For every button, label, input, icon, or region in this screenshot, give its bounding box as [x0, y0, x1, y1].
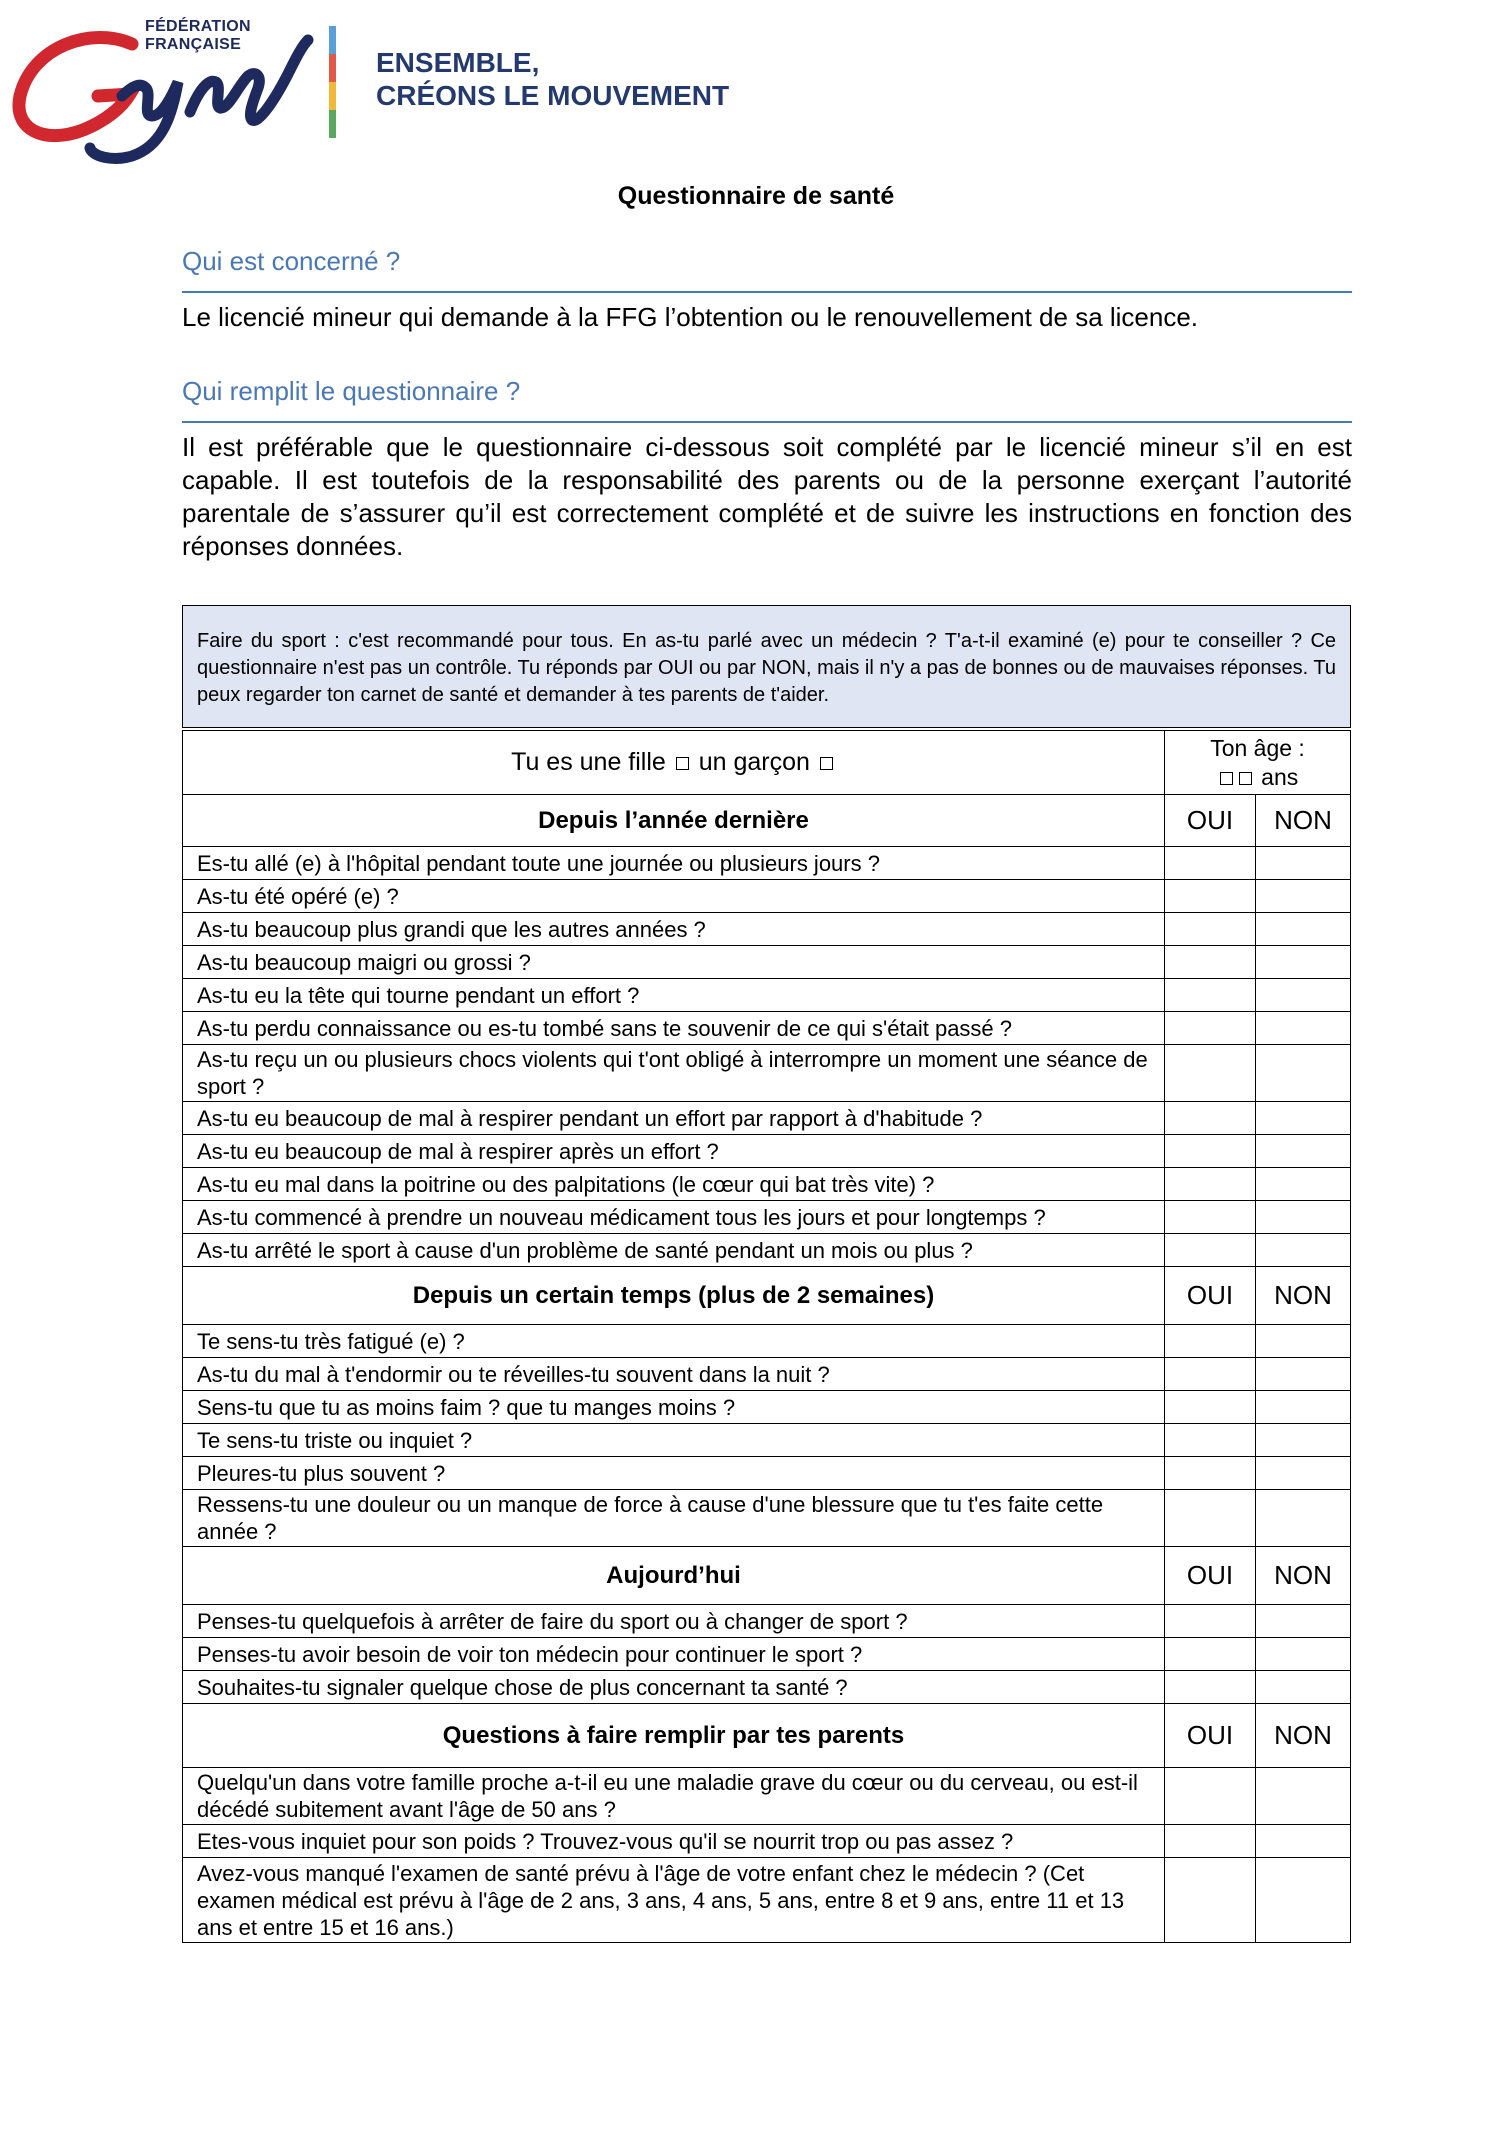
question-text: Pleures-tu plus souvent ? — [183, 1457, 1165, 1490]
section-text: Il est préférable que le questionnaire ci-dessous soit complété par le licencié mineur s’il en est capable. Il est toutefois de la responsabilité des parents ou de la personne exerçant l’autorité parentale de s’assurer qu’il est correctement complété et de suivre les instructions en fonction des réponses données. — [182, 432, 1352, 561]
answer-no-cell[interactable] — [1256, 1671, 1351, 1704]
no-column-label: NON — [1256, 1547, 1351, 1605]
question-text: As-tu beaucoup plus grandi que les autres années ? — [183, 913, 1165, 946]
checkbox-girl[interactable] — [676, 757, 689, 770]
answer-yes-cell[interactable] — [1165, 1135, 1256, 1168]
answer-no-cell[interactable] — [1256, 1201, 1351, 1234]
answer-no-cell[interactable] — [1256, 1605, 1351, 1638]
question-text: As-tu du mal à t'endormir ou te réveilles-tu souvent dans la nuit ? — [183, 1358, 1165, 1391]
question-row — [183, 1358, 1351, 1391]
question-text: Penses-tu quelquefois à arrêter de faire du sport ou à changer de sport ? — [183, 1605, 1165, 1638]
question-text: As-tu eu beaucoup de mal à respirer après un effort ? — [183, 1135, 1165, 1168]
answer-no-cell[interactable] — [1256, 913, 1351, 946]
color-bars — [329, 26, 336, 138]
answer-yes-cell[interactable] — [1165, 1168, 1256, 1201]
group-header-row — [183, 1267, 1351, 1325]
question-text: As-tu eu la tête qui tourne pendant un effort ? — [183, 979, 1165, 1012]
answer-no-cell[interactable] — [1256, 979, 1351, 1012]
group-header-row — [183, 1547, 1351, 1605]
question-row — [183, 1424, 1351, 1457]
question-text: As-tu beaucoup maigri ou grossi ? — [183, 946, 1165, 979]
question-text: Ressens-tu une douleur ou un manque de force à cause d'une blessure que tu t'es faite cette année ? — [183, 1490, 1165, 1547]
group-header-row — [183, 795, 1351, 847]
question-row — [183, 1135, 1351, 1168]
answer-yes-cell[interactable] — [1165, 847, 1256, 880]
answer-yes-cell[interactable] — [1165, 1325, 1256, 1358]
question-text: Sens-tu que tu as moins faim ? que tu manges moins ? — [183, 1391, 1165, 1424]
yes-column-label: OUI — [1165, 1547, 1256, 1605]
question-row — [183, 880, 1351, 913]
answer-no-cell[interactable] — [1256, 880, 1351, 913]
question-row — [183, 1768, 1351, 1825]
no-column-label: NON — [1256, 1267, 1351, 1325]
answer-no-cell[interactable] — [1256, 1858, 1351, 1943]
answer-no-cell[interactable] — [1256, 1424, 1351, 1457]
question-row — [183, 946, 1351, 979]
section-heading: Qui remplit le questionnaire ? — [182, 376, 521, 406]
answer-yes-cell[interactable] — [1165, 1858, 1256, 1943]
answer-yes-cell[interactable] — [1165, 1201, 1256, 1234]
question-text: As-tu été opéré (e) ? — [183, 880, 1165, 913]
answer-yes-cell[interactable] — [1165, 1605, 1256, 1638]
answer-yes-cell[interactable] — [1165, 913, 1256, 946]
answer-no-cell[interactable] — [1256, 1168, 1351, 1201]
group-title: Questions à faire remplir par tes parents — [183, 1704, 1165, 1768]
answer-no-cell[interactable] — [1256, 1825, 1351, 1858]
answer-no-cell[interactable] — [1256, 1457, 1351, 1490]
answer-no-cell[interactable] — [1256, 1045, 1351, 1102]
group-header-row — [183, 1704, 1351, 1768]
question-row — [183, 1490, 1351, 1547]
answer-yes-cell[interactable] — [1165, 1424, 1256, 1457]
answer-yes-cell[interactable] — [1165, 1825, 1256, 1858]
section-text: Le licencié mineur qui demande à la FFG l’obtention ou le renouvellement de sa licence. — [182, 302, 1199, 332]
question-row — [183, 1638, 1351, 1671]
answer-no-cell[interactable] — [1256, 1135, 1351, 1168]
age-cell: Ton âge : ans — [1165, 731, 1351, 795]
question-row — [183, 1102, 1351, 1135]
section-who-concerned — [182, 246, 1352, 334]
answer-no-cell[interactable] — [1256, 1358, 1351, 1391]
question-row — [183, 1391, 1351, 1424]
question-row — [183, 1457, 1351, 1490]
question-text: Quelqu'un dans votre famille proche a-t-il eu une maladie grave du cœur ou du cerveau, ou est-il décédé subitement avant l'âge de 50 ans ? — [183, 1768, 1165, 1825]
question-text: Es-tu allé (e) à l'hôpital pendant toute une journée ou plusieurs jours ? — [183, 847, 1165, 880]
question-text: As-tu reçu un ou plusieurs chocs violents qui t'ont obligé à interrompre un moment une séance de sport ? — [183, 1045, 1165, 1102]
divider — [182, 291, 1352, 293]
question-text: As-tu arrêté le sport à cause d'un problème de santé pendant un mois ou plus ? — [183, 1234, 1165, 1267]
group-title: Depuis un certain temps (plus de 2 semaines) — [183, 1267, 1165, 1325]
answer-yes-cell[interactable] — [1165, 1102, 1256, 1135]
section-who-fills — [182, 376, 1352, 563]
answer-no-cell[interactable] — [1256, 1638, 1351, 1671]
question-text: Penses-tu avoir besoin de voir ton médecin pour continuer le sport ? — [183, 1638, 1165, 1671]
federation-label: FÉDÉRATION FRANÇAISE — [145, 18, 251, 53]
answer-no-cell[interactable] — [1256, 1234, 1351, 1267]
question-row — [183, 1234, 1351, 1267]
question-text: Te sens-tu triste ou inquiet ? — [183, 1424, 1165, 1457]
answer-no-cell[interactable] — [1256, 1102, 1351, 1135]
age-digit-box-1[interactable] — [1220, 772, 1233, 785]
section-heading: Qui est concerné ? — [182, 246, 401, 276]
divider — [182, 421, 1352, 423]
question-row — [183, 1671, 1351, 1704]
answer-yes-cell[interactable] — [1165, 1012, 1256, 1045]
answer-no-cell[interactable] — [1256, 1768, 1351, 1825]
answer-yes-cell[interactable] — [1165, 946, 1256, 979]
answer-yes-cell[interactable] — [1165, 1490, 1256, 1547]
answer-yes-cell[interactable] — [1165, 880, 1256, 913]
question-text: As-tu eu beaucoup de mal à respirer pendant un effort par rapport à d'habitude ? — [183, 1102, 1165, 1135]
question-text: As-tu eu mal dans la poitrine ou des palpitations (le cœur qui bat très vite) ? — [183, 1168, 1165, 1201]
yes-column-label: OUI — [1165, 795, 1256, 847]
slogan-line-2: CRÉONS LE MOUVEMENT — [376, 80, 730, 111]
group-title: Depuis l’année dernière — [183, 795, 1165, 847]
question-row — [183, 1045, 1351, 1102]
answer-no-cell[interactable] — [1256, 946, 1351, 979]
question-text: As-tu perdu connaissance ou es-tu tombé sans te souvenir de ce qui s'était passé ? — [183, 1012, 1165, 1045]
question-row — [183, 1168, 1351, 1201]
answer-no-cell[interactable] — [1256, 1391, 1351, 1424]
yes-column-label: OUI — [1165, 1704, 1256, 1768]
answer-yes-cell[interactable] — [1165, 1234, 1256, 1267]
intro-text: Faire du sport : c'est recommandé pour tous. En as-tu parlé avec un médecin ? T'a-t-il examiné (e) pour te conseiller ? Ce questionnaire n'est pas un contrôle. Tu réponds par OUI ou par NON, mais il n'y a pas de bonnes ou de mauvaises réponses. Tu peux regarder ton carnet de santé et demander à tes parents de t'aider. — [183, 606, 1351, 728]
question-row — [183, 913, 1351, 946]
gender-row: Tu es une fille un garçon — [183, 731, 1165, 795]
answer-yes-cell[interactable] — [1165, 1358, 1256, 1391]
answer-no-cell[interactable] — [1256, 1325, 1351, 1358]
question-text: As-tu commencé à prendre un nouveau médicament tous les jours et pour longtemps ? — [183, 1201, 1165, 1234]
question-row — [183, 847, 1351, 880]
no-column-label: NON — [1256, 795, 1351, 847]
question-text: Etes-vous inquiet pour son poids ? Trouvez-vous qu'il se nourrit trop ou pas assez ? — [183, 1825, 1165, 1858]
question-row — [183, 1201, 1351, 1234]
group-title: Aujourd’hui — [183, 1547, 1165, 1605]
answer-yes-cell[interactable] — [1165, 1457, 1256, 1490]
answer-no-cell[interactable] — [1256, 1012, 1351, 1045]
answer-yes-cell[interactable] — [1165, 1391, 1256, 1424]
question-row — [183, 1325, 1351, 1358]
slogan — [376, 46, 729, 112]
health-questionnaire-table — [182, 605, 1351, 1943]
slogan-line-1: ENSEMBLE, — [376, 47, 540, 78]
page-title: Questionnaire de santé — [617, 182, 895, 210]
question-text: Te sens-tu très fatigué (e) ? — [183, 1325, 1165, 1358]
answer-yes-cell[interactable] — [1165, 1045, 1256, 1102]
question-row — [183, 1012, 1351, 1045]
checkbox-boy[interactable] — [820, 757, 833, 770]
no-column-label: NON — [1256, 1704, 1351, 1768]
question-text: Souhaites-tu signaler quelque chose de plus concernant ta santé ? — [183, 1671, 1165, 1704]
answer-yes-cell[interactable] — [1165, 1638, 1256, 1671]
question-row — [183, 979, 1351, 1012]
question-text: Avez-vous manqué l'examen de santé prévu à l'âge de votre enfant chez le médecin ? (Cet examen médical est prévu à l'âge de 2 ans, 3 ans, 4 ans, 5 ans, entre 8 et 9 ans, entre 11 et 13 ans et entre 15 et 16 ans.) — [183, 1858, 1165, 1943]
answer-yes-cell[interactable] — [1165, 979, 1256, 1012]
answer-yes-cell[interactable] — [1165, 1671, 1256, 1704]
yes-column-label: OUI — [1165, 1267, 1256, 1325]
ffgym-logo — [12, 16, 732, 166]
question-row — [183, 1858, 1351, 1943]
answer-yes-cell[interactable] — [1165, 1768, 1256, 1825]
question-row — [183, 1605, 1351, 1638]
answer-no-cell[interactable] — [1256, 847, 1351, 880]
question-row — [183, 1825, 1351, 1858]
age-digit-box-2[interactable] — [1239, 772, 1252, 785]
answer-no-cell[interactable] — [1256, 1490, 1351, 1547]
